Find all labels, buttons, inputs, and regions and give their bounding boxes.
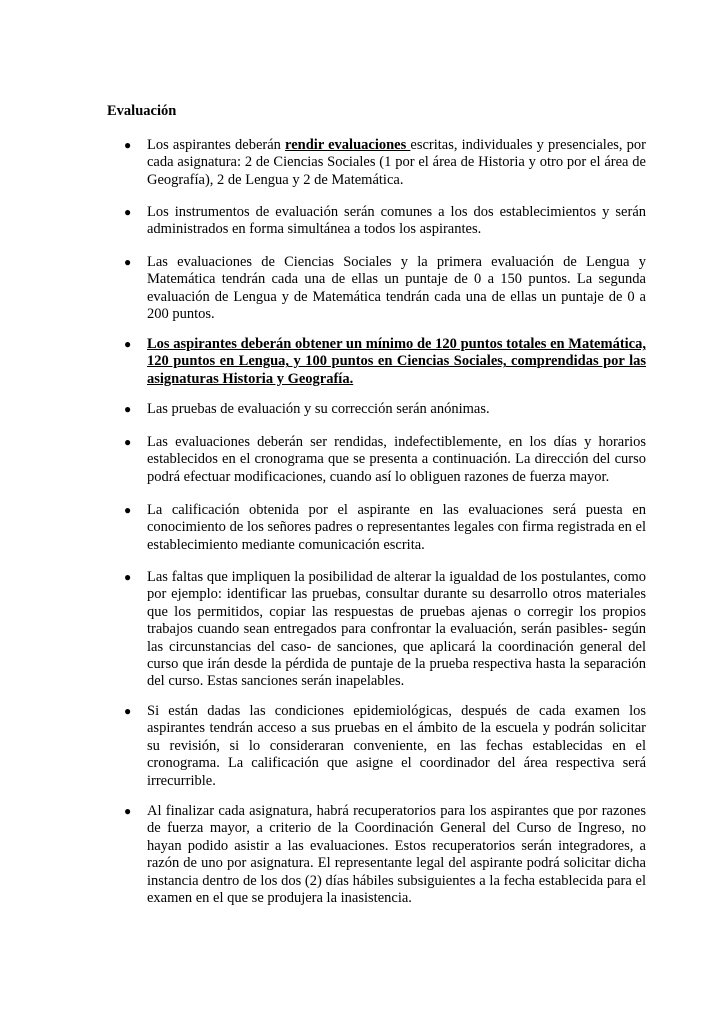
item-text-after: escritas, individuales y presenciales, por cada asignatura: 2 de Ciencias Sociales (1 por el área de Historia y otro por el área de Geografía), 2 de Lengua y 2 de Matemática.	[147, 137, 646, 188]
list-item	[124, 803, 646, 907]
item-text: Las evaluaciones deberán ser rendidas, indefectiblemente, en los días y horarios establecidos en el cronograma que se presenta a continuación. La dirección del curso podrá efectuar modificaciones, cuando así lo obliguen razones de fuerza mayor.	[147, 434, 646, 485]
bullet-icon: ●	[124, 804, 132, 818]
list-item	[124, 434, 646, 486]
list-item	[124, 703, 646, 790]
bullet-icon: ●	[124, 503, 132, 517]
bullet-icon: ●	[124, 138, 132, 152]
item-text: Si están dadas las condiciones epidemiológicas, después de cada examen los aspirantes tendrán acceso a sus pruebas en el ámbito de la escuela y podrán solicitar su revisión, si lo consideraran conveniente, en las fechas establecidas en el cronograma. La calificación que asigne el coordinador del área respectiva será irrecurrible.	[147, 703, 646, 789]
list-item	[124, 502, 646, 554]
item-text: Las evaluaciones de Ciencias Sociales y la primera evaluación de Lengua y Matemática tendrán cada una de ellas un puntaje de 0 a 150 puntos. La segunda evaluación de Lengua y de Matemática tendrán cada una de ellas un puntaje de 0 a 200 puntos.	[147, 254, 646, 323]
list-item	[124, 204, 646, 239]
item-text: Los instrumentos de evaluación serán comunes a los dos establecimientos y serán administrados en forma simultánea a todos los aspirantes.	[147, 204, 646, 238]
list-item	[124, 401, 646, 418]
bullet-icon: ●	[124, 337, 132, 351]
item-text: Las pruebas de evaluación y su corrección serán anónimas.	[147, 401, 490, 417]
section-heading: Evaluación	[107, 103, 177, 119]
item-text: Al finalizar cada asignatura, habrá recuperatorios para los aspirantes que por razones de fuerza mayor, a criterio de la Coordinación General del Curso de Ingreso, no hayan podido asistir a las evaluaciones. Estos recuperatorios serán integradores, a razón de uno por asignatura. El representante legal del aspirante podrá solicitar dicha instancia dentro de los dos (2) días hábiles subsiguientes a la fecha establecida para el examen en el que se produjera la inasistencia.	[147, 803, 646, 907]
bullet-icon: ●	[124, 704, 132, 718]
list-item	[124, 137, 646, 189]
bullet-icon: ●	[124, 205, 132, 219]
list-item	[124, 336, 646, 388]
list-item	[124, 254, 646, 324]
bullet-icon: ●	[124, 255, 132, 269]
underlined-phrase: rendir evaluaciones	[285, 137, 411, 153]
bullet-icon: ●	[124, 435, 132, 449]
item-text: La calificación obtenida por el aspirante en las evaluaciones será puesta en conocimiento de los señores padres o representantes legales con firma registrada en el establecimiento mediante comunicación escrita.	[147, 502, 646, 553]
item-text-emphasized: Los aspirantes deberán obtener un mínimo de 120 puntos totales en Matemática, 120 puntos en Lengua, y 100 puntos en Ciencias Sociales, comprendidas por las asignaturas Historia y Geografía.	[147, 336, 646, 387]
bullet-icon: ●	[124, 570, 132, 584]
list-item	[124, 569, 646, 691]
item-text: Las faltas que impliquen la posibilidad de alterar la igualdad de los postulantes, como por ejemplo: identificar las pruebas, consultar durante su desarrollo otros materiales que los permitidos, copiar las respuestas de pruebas ajenas o corregir los propios trabajos cuando sean entregados para confrontar la evaluación, serán pasibles- según las circunstancias del caso- de sanciones, que aplicará la coordinación general del curso que irán desde la pérdida de puntaje de la prueba respectiva hasta la separación del curso. Estas sanciones serán inapelables.	[147, 569, 646, 690]
bullet-icon: ●	[124, 402, 132, 416]
item-text-before: Los aspirantes deberán	[147, 137, 286, 153]
